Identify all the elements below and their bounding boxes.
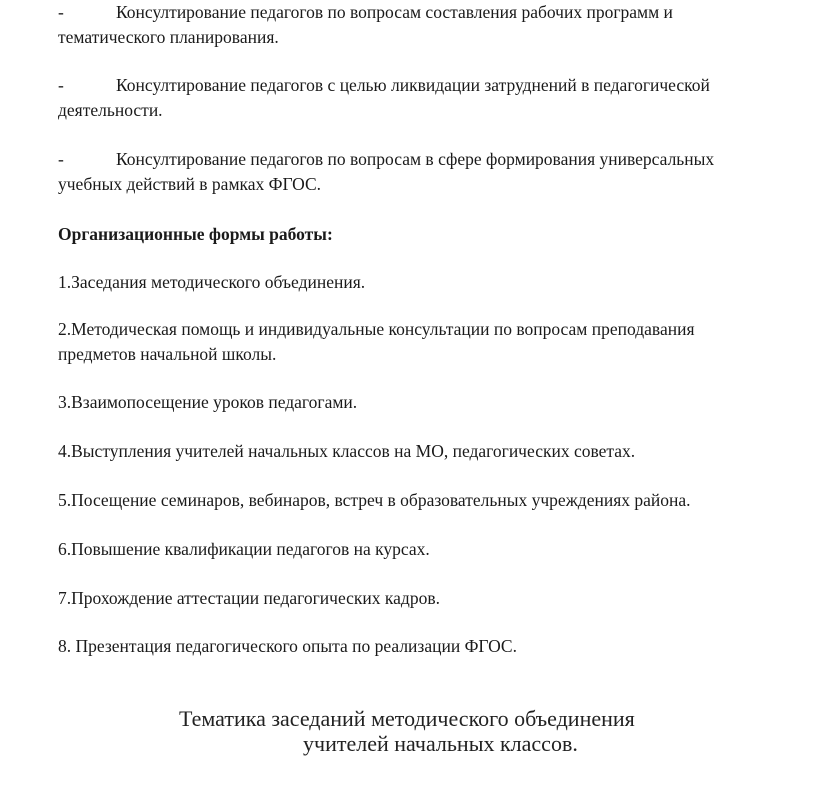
- org-form-item-line1: 1.Заседания методического объединения.: [58, 272, 366, 292]
- org-form-item: [58, 317, 803, 367]
- org-form-item: [58, 270, 803, 295]
- dash-marker: -: [58, 2, 64, 22]
- org-form-item: [58, 488, 803, 513]
- org-form-item-line1: 2.Методическая помощь и индивидуальные консультации по вопросам преподавания: [58, 319, 695, 339]
- org-form-item: [58, 390, 803, 415]
- consulting-item-line1: Консултирование педагогов по вопросам в сфере формирования универсальных: [116, 149, 715, 169]
- org-form-item: [58, 586, 803, 611]
- section-title-line1: Тематика заседаний методического объединения: [179, 706, 635, 731]
- dash-marker: -: [58, 75, 64, 95]
- consulting-item: [58, 147, 803, 197]
- org-form-item-line1: 7.Прохождение аттестации педагогических кадров.: [58, 588, 440, 608]
- org-form-item-line1: 8. Презентация педагогического опыта по реализации ФГОС.: [58, 636, 517, 656]
- consulting-item-line1: Консултирование педагогов по вопросам составления рабочих программ и: [116, 2, 673, 22]
- consulting-item-line2: деятельности.: [58, 100, 163, 120]
- org-form-item: [58, 634, 803, 659]
- section-title-line2: учителей начальных классов.: [303, 731, 578, 756]
- org-forms-heading: Организационные формы работы:: [58, 224, 333, 244]
- consulting-item: [58, 0, 803, 50]
- org-form-item-line1: 4.Выступления учителей начальных классов на МО, педагогических советах.: [58, 441, 636, 461]
- org-form-item: [58, 439, 803, 464]
- org-form-item: [58, 537, 803, 562]
- org-form-item-line1: 5.Посещение семинаров, вебинаров, встреч в образовательных учреждениях района.: [58, 490, 691, 510]
- section-title: [0, 705, 816, 765]
- consulting-item-line1: Консултирование педагогов с целью ликвидации затруднений в педагогической: [116, 75, 710, 95]
- org-form-item-line2: предметов начальной школы.: [58, 344, 277, 364]
- consulting-item-line2: учебных действий в рамках ФГОС.: [58, 174, 322, 194]
- dash-marker: -: [58, 149, 64, 169]
- consulting-item: [58, 73, 803, 123]
- org-form-item-line1: 3.Взаимопосещение уроков педагогами.: [58, 392, 358, 412]
- consulting-item-line2: тематического планирования.: [58, 27, 279, 47]
- org-form-item-line1: 6.Повышение квалификации педагогов на курсах.: [58, 539, 430, 559]
